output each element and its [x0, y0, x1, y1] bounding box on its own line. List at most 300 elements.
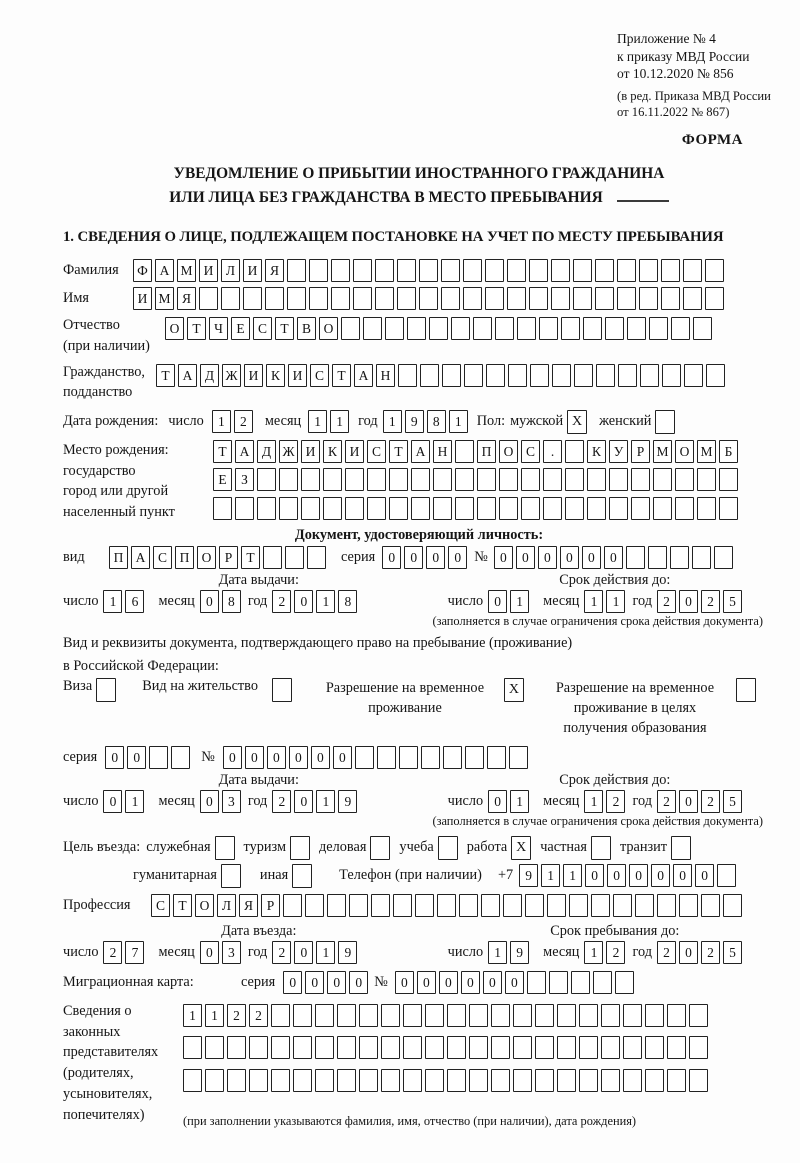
char-cell[interactable]: 0 — [483, 971, 502, 994]
char-cell[interactable]: 1 — [606, 590, 625, 613]
char-cell[interactable] — [640, 364, 659, 387]
char-cell[interactable]: 1 — [103, 590, 122, 613]
char-cell[interactable]: С — [367, 440, 386, 463]
char-cell[interactable] — [623, 1036, 642, 1059]
char-cell[interactable] — [293, 1036, 312, 1059]
char-cell[interactable] — [551, 287, 570, 310]
char-cell[interactable] — [477, 497, 496, 520]
char-cell[interactable]: И — [345, 440, 364, 463]
char-cell[interactable] — [469, 1036, 488, 1059]
char-cell[interactable] — [535, 1069, 554, 1092]
char-cell[interactable]: 9 — [519, 864, 538, 887]
char-cell[interactable]: 0 — [560, 546, 579, 569]
char-cell[interactable]: Т — [332, 364, 351, 387]
char-cell[interactable]: 1 — [316, 941, 335, 964]
residence-series-cells[interactable] — [105, 746, 193, 769]
doc-number-cells[interactable] — [494, 546, 736, 569]
char-cell[interactable]: 0 — [679, 590, 698, 613]
identity-expiry-month-cells[interactable] — [584, 590, 628, 613]
char-cell[interactable] — [613, 894, 632, 917]
char-cell[interactable] — [499, 468, 518, 491]
char-cell[interactable]: И — [301, 440, 320, 463]
visa-checkbox[interactable] — [96, 678, 116, 702]
char-cell[interactable]: Т — [156, 364, 175, 387]
char-cell[interactable] — [714, 546, 733, 569]
char-cell[interactable] — [557, 1069, 576, 1092]
char-cell[interactable] — [679, 894, 698, 917]
char-cell[interactable] — [403, 1069, 422, 1092]
char-cell[interactable]: 8 — [222, 590, 241, 613]
char-cell[interactable] — [257, 468, 276, 491]
char-cell[interactable] — [527, 971, 546, 994]
char-cell[interactable]: 1 — [563, 864, 582, 887]
char-cell[interactable]: 0 — [333, 746, 352, 769]
char-cell[interactable]: 2 — [103, 941, 122, 964]
char-cell[interactable] — [469, 1069, 488, 1092]
char-cell[interactable] — [579, 1004, 598, 1027]
char-cell[interactable] — [393, 894, 412, 917]
char-cell[interactable] — [583, 317, 602, 340]
char-cell[interactable]: А — [131, 546, 150, 569]
char-cell[interactable] — [305, 894, 324, 917]
char-cell[interactable]: 1 — [316, 790, 335, 813]
char-cell[interactable] — [719, 468, 738, 491]
char-cell[interactable]: 1 — [330, 410, 349, 433]
char-cell[interactable]: 0 — [488, 590, 507, 613]
char-cell[interactable] — [485, 287, 504, 310]
char-cell[interactable] — [463, 259, 482, 282]
char-cell[interactable] — [355, 746, 374, 769]
char-cell[interactable] — [473, 317, 492, 340]
char-cell[interactable] — [521, 497, 540, 520]
char-cell[interactable]: 6 — [125, 590, 144, 613]
char-cell[interactable]: 2 — [701, 590, 720, 613]
identity-issue-day-cells[interactable] — [103, 590, 147, 613]
temp-residence-education-checkbox[interactable] — [736, 678, 756, 702]
char-cell[interactable]: 7 — [125, 941, 144, 964]
char-cell[interactable] — [381, 1069, 400, 1092]
char-cell[interactable] — [491, 1069, 510, 1092]
char-cell[interactable]: 0 — [417, 971, 436, 994]
char-cell[interactable]: 0 — [105, 746, 124, 769]
char-cell[interactable] — [627, 317, 646, 340]
char-cell[interactable]: 2 — [272, 941, 291, 964]
char-cell[interactable] — [552, 364, 571, 387]
char-cell[interactable]: Д — [200, 364, 219, 387]
char-cell[interactable] — [469, 1004, 488, 1027]
char-cell[interactable] — [315, 1036, 334, 1059]
char-cell[interactable]: Л — [221, 259, 240, 282]
char-cell[interactable] — [437, 894, 456, 917]
char-cell[interactable] — [649, 317, 668, 340]
char-cell[interactable] — [285, 546, 304, 569]
char-cell[interactable] — [697, 468, 716, 491]
char-cell[interactable]: 1 — [584, 790, 603, 813]
char-cell[interactable] — [547, 894, 566, 917]
char-cell[interactable]: Т — [187, 317, 206, 340]
char-cell[interactable]: 0 — [426, 546, 445, 569]
identity-expiry-year-cells[interactable] — [657, 590, 745, 613]
char-cell[interactable]: 1 — [316, 590, 335, 613]
char-cell[interactable] — [530, 364, 549, 387]
char-cell[interactable]: 0 — [607, 864, 626, 887]
char-cell[interactable] — [337, 1069, 356, 1092]
char-cell[interactable]: 2 — [657, 941, 676, 964]
surname-cells[interactable] — [133, 259, 727, 282]
char-cell[interactable] — [692, 546, 711, 569]
char-cell[interactable] — [425, 1036, 444, 1059]
char-cell[interactable]: М — [155, 287, 174, 310]
char-cell[interactable] — [631, 468, 650, 491]
char-cell[interactable]: 2 — [272, 790, 291, 813]
char-cell[interactable]: 5 — [723, 590, 742, 613]
char-cell[interactable]: Е — [213, 468, 232, 491]
char-cell[interactable] — [591, 894, 610, 917]
char-cell[interactable]: 9 — [405, 410, 424, 433]
birth-day-cells[interactable] — [212, 410, 256, 433]
char-cell[interactable]: 5 — [723, 941, 742, 964]
char-cell[interactable] — [359, 1036, 378, 1059]
char-cell[interactable] — [487, 746, 506, 769]
char-cell[interactable] — [657, 894, 676, 917]
char-cell[interactable] — [615, 971, 634, 994]
char-cell[interactable] — [323, 497, 342, 520]
char-cell[interactable] — [425, 1069, 444, 1092]
residence-expiry-month-cells[interactable] — [584, 790, 628, 813]
char-cell[interactable] — [243, 287, 262, 310]
char-cell[interactable]: 0 — [538, 546, 557, 569]
char-cell[interactable]: 0 — [349, 971, 368, 994]
char-cell[interactable] — [671, 317, 690, 340]
char-cell[interactable] — [513, 1004, 532, 1027]
char-cell[interactable]: В — [297, 317, 316, 340]
char-cell[interactable] — [579, 1069, 598, 1092]
char-cell[interactable]: 1 — [183, 1004, 202, 1027]
char-cell[interactable]: 1 — [488, 941, 507, 964]
char-cell[interactable] — [683, 287, 702, 310]
name-cells[interactable] — [133, 287, 727, 310]
char-cell[interactable] — [513, 1069, 532, 1092]
char-cell[interactable] — [183, 1069, 202, 1092]
char-cell[interactable]: 0 — [305, 971, 324, 994]
char-cell[interactable] — [645, 1036, 664, 1059]
char-cell[interactable]: О — [319, 317, 338, 340]
residence-issue-year-cells[interactable] — [272, 790, 360, 813]
char-cell[interactable] — [385, 317, 404, 340]
char-cell[interactable] — [353, 259, 372, 282]
char-cell[interactable] — [667, 1004, 686, 1027]
char-cell[interactable]: 0 — [448, 546, 467, 569]
char-cell[interactable] — [345, 497, 364, 520]
char-cell[interactable]: 1 — [510, 790, 529, 813]
entry-month-cells[interactable] — [200, 941, 244, 964]
char-cell[interactable]: Ч — [209, 317, 228, 340]
char-cell[interactable]: 0 — [439, 971, 458, 994]
char-cell[interactable]: С — [151, 894, 170, 917]
char-cell[interactable] — [149, 746, 168, 769]
char-cell[interactable] — [508, 364, 527, 387]
char-cell[interactable] — [459, 894, 478, 917]
patronymic-cells[interactable] — [165, 315, 715, 340]
char-cell[interactable] — [503, 894, 522, 917]
char-cell[interactable] — [465, 746, 484, 769]
char-cell[interactable] — [455, 440, 474, 463]
char-cell[interactable] — [403, 1004, 422, 1027]
char-cell[interactable]: С — [253, 317, 272, 340]
char-cell[interactable]: И — [199, 259, 218, 282]
char-cell[interactable] — [705, 259, 724, 282]
phone-cells[interactable] — [519, 864, 739, 887]
char-cell[interactable] — [399, 746, 418, 769]
char-cell[interactable]: 0 — [395, 971, 414, 994]
char-cell[interactable] — [398, 364, 417, 387]
temp-residence-checkbox[interactable]: X — [504, 678, 524, 702]
char-cell[interactable] — [601, 1069, 620, 1092]
char-cell[interactable] — [323, 468, 342, 491]
char-cell[interactable]: 0 — [604, 546, 623, 569]
char-cell[interactable] — [662, 364, 681, 387]
purpose-tourism-checkbox[interactable] — [290, 836, 310, 860]
char-cell[interactable] — [353, 287, 372, 310]
char-cell[interactable] — [609, 497, 628, 520]
char-cell[interactable] — [617, 259, 636, 282]
char-cell[interactable]: 8 — [427, 410, 446, 433]
char-cell[interactable] — [183, 1036, 202, 1059]
char-cell[interactable]: Д — [257, 440, 276, 463]
char-cell[interactable] — [481, 894, 500, 917]
residence-expiry-day-cells[interactable] — [488, 790, 532, 813]
char-cell[interactable]: К — [587, 440, 606, 463]
char-cell[interactable] — [375, 259, 394, 282]
purpose-private-checkbox[interactable] — [591, 836, 611, 860]
char-cell[interactable] — [359, 1004, 378, 1027]
char-cell[interactable] — [442, 364, 461, 387]
purpose-official-checkbox[interactable] — [215, 836, 235, 860]
char-cell[interactable] — [705, 287, 724, 310]
char-cell[interactable] — [635, 894, 654, 917]
char-cell[interactable] — [337, 1004, 356, 1027]
char-cell[interactable] — [639, 287, 658, 310]
char-cell[interactable] — [507, 259, 526, 282]
char-cell[interactable] — [717, 864, 736, 887]
char-cell[interactable]: А — [178, 364, 197, 387]
char-cell[interactable] — [341, 317, 360, 340]
char-cell[interactable] — [419, 259, 438, 282]
char-cell[interactable] — [661, 287, 680, 310]
char-cell[interactable]: Р — [631, 440, 650, 463]
char-cell[interactable] — [507, 287, 526, 310]
char-cell[interactable] — [443, 746, 462, 769]
char-cell[interactable]: 0 — [382, 546, 401, 569]
char-cell[interactable]: И — [133, 287, 152, 310]
char-cell[interactable] — [464, 364, 483, 387]
sex-female-checkbox[interactable] — [655, 410, 675, 434]
char-cell[interactable]: 3 — [222, 941, 241, 964]
char-cell[interactable]: М — [697, 440, 716, 463]
char-cell[interactable] — [327, 894, 346, 917]
char-cell[interactable] — [684, 364, 703, 387]
char-cell[interactable] — [397, 287, 416, 310]
char-cell[interactable] — [283, 894, 302, 917]
char-cell[interactable] — [257, 497, 276, 520]
char-cell[interactable]: 0 — [103, 790, 122, 813]
char-cell[interactable] — [381, 1004, 400, 1027]
char-cell[interactable]: 0 — [311, 746, 330, 769]
char-cell[interactable]: 0 — [404, 546, 423, 569]
char-cell[interactable] — [293, 1069, 312, 1092]
mc-number-cells[interactable] — [395, 971, 637, 994]
char-cell[interactable]: 1 — [449, 410, 468, 433]
char-cell[interactable]: 2 — [657, 590, 676, 613]
char-cell[interactable] — [653, 468, 672, 491]
char-cell[interactable]: Р — [261, 894, 280, 917]
representatives-row1-cells[interactable] — [183, 1004, 711, 1027]
char-cell[interactable] — [574, 364, 593, 387]
char-cell[interactable]: 2 — [701, 941, 720, 964]
char-cell[interactable] — [309, 259, 328, 282]
char-cell[interactable] — [249, 1036, 268, 1059]
char-cell[interactable]: З — [235, 468, 254, 491]
char-cell[interactable] — [425, 1004, 444, 1027]
char-cell[interactable]: Т — [213, 440, 232, 463]
char-cell[interactable]: 1 — [584, 590, 603, 613]
char-cell[interactable] — [199, 287, 218, 310]
char-cell[interactable] — [557, 1036, 576, 1059]
char-cell[interactable]: 0 — [294, 941, 313, 964]
char-cell[interactable]: 0 — [294, 790, 313, 813]
char-cell[interactable]: 0 — [695, 864, 714, 887]
char-cell[interactable]: 2 — [606, 790, 625, 813]
char-cell[interactable] — [363, 317, 382, 340]
char-cell[interactable] — [389, 497, 408, 520]
char-cell[interactable] — [587, 468, 606, 491]
stay-day-cells[interactable] — [488, 941, 532, 964]
char-cell[interactable] — [689, 1004, 708, 1027]
char-cell[interactable] — [375, 287, 394, 310]
char-cell[interactable]: 0 — [582, 546, 601, 569]
char-cell[interactable]: 0 — [585, 864, 604, 887]
char-cell[interactable] — [596, 364, 615, 387]
char-cell[interactable]: 0 — [289, 746, 308, 769]
char-cell[interactable] — [287, 287, 306, 310]
char-cell[interactable] — [205, 1036, 224, 1059]
char-cell[interactable]: П — [477, 440, 496, 463]
char-cell[interactable] — [631, 497, 650, 520]
representatives-row2-cells[interactable] — [183, 1036, 711, 1059]
char-cell[interactable]: 0 — [283, 971, 302, 994]
char-cell[interactable]: 1 — [541, 864, 560, 887]
char-cell[interactable] — [307, 546, 326, 569]
purpose-other-checkbox[interactable] — [292, 864, 312, 888]
char-cell[interactable] — [271, 1004, 290, 1027]
char-cell[interactable] — [573, 287, 592, 310]
char-cell[interactable]: 1 — [308, 410, 327, 433]
char-cell[interactable] — [441, 259, 460, 282]
char-cell[interactable] — [301, 468, 320, 491]
char-cell[interactable] — [485, 259, 504, 282]
char-cell[interactable]: 1 — [212, 410, 231, 433]
char-cell[interactable]: И — [243, 259, 262, 282]
char-cell[interactable] — [315, 1004, 334, 1027]
char-cell[interactable]: 1 — [125, 790, 144, 813]
char-cell[interactable]: А — [155, 259, 174, 282]
char-cell[interactable]: О — [165, 317, 184, 340]
char-cell[interactable] — [419, 287, 438, 310]
char-cell[interactable]: О — [197, 546, 216, 569]
birth-place-row3-cells[interactable] — [213, 497, 741, 520]
char-cell[interactable] — [429, 317, 448, 340]
char-cell[interactable]: 2 — [657, 790, 676, 813]
char-cell[interactable]: Н — [376, 364, 395, 387]
char-cell[interactable] — [513, 1036, 532, 1059]
char-cell[interactable]: О — [195, 894, 214, 917]
char-cell[interactable] — [447, 1069, 466, 1092]
char-cell[interactable]: А — [354, 364, 373, 387]
char-cell[interactable]: Т — [275, 317, 294, 340]
char-cell[interactable]: 2 — [272, 590, 291, 613]
residence-permit-checkbox[interactable] — [272, 678, 292, 702]
char-cell[interactable]: У — [609, 440, 628, 463]
stay-month-cells[interactable] — [584, 941, 628, 964]
char-cell[interactable] — [693, 317, 712, 340]
char-cell[interactable]: 0 — [488, 790, 507, 813]
char-cell[interactable] — [331, 287, 350, 310]
char-cell[interactable] — [517, 317, 536, 340]
char-cell[interactable] — [605, 317, 624, 340]
char-cell[interactable]: 1 — [383, 410, 402, 433]
char-cell[interactable] — [279, 468, 298, 491]
char-cell[interactable] — [689, 1036, 708, 1059]
char-cell[interactable] — [389, 468, 408, 491]
char-cell[interactable] — [579, 1036, 598, 1059]
char-cell[interactable]: 0 — [327, 971, 346, 994]
char-cell[interactable] — [667, 1069, 686, 1092]
char-cell[interactable] — [539, 317, 558, 340]
char-cell[interactable] — [447, 1036, 466, 1059]
char-cell[interactable]: Б — [719, 440, 738, 463]
char-cell[interactable]: С — [310, 364, 329, 387]
char-cell[interactable] — [719, 497, 738, 520]
char-cell[interactable]: Ф — [133, 259, 152, 282]
char-cell[interactable] — [645, 1004, 664, 1027]
char-cell[interactable] — [213, 497, 232, 520]
char-cell[interactable]: 0 — [294, 590, 313, 613]
char-cell[interactable]: О — [675, 440, 694, 463]
char-cell[interactable] — [279, 497, 298, 520]
char-cell[interactable] — [593, 971, 612, 994]
char-cell[interactable] — [701, 894, 720, 917]
char-cell[interactable] — [667, 1036, 686, 1059]
char-cell[interactable]: 0 — [679, 941, 698, 964]
char-cell[interactable]: Е — [231, 317, 250, 340]
char-cell[interactable] — [645, 1069, 664, 1092]
char-cell[interactable] — [293, 1004, 312, 1027]
char-cell[interactable]: Ж — [222, 364, 241, 387]
purpose-work-checkbox[interactable]: X — [511, 836, 531, 860]
char-cell[interactable]: 0 — [200, 941, 219, 964]
char-cell[interactable] — [499, 497, 518, 520]
purpose-study-checkbox[interactable] — [438, 836, 458, 860]
char-cell[interactable] — [287, 259, 306, 282]
profession-cells[interactable] — [151, 894, 745, 917]
char-cell[interactable]: 0 — [200, 590, 219, 613]
birth-place-row1-cells[interactable] — [213, 440, 741, 463]
char-cell[interactable] — [549, 971, 568, 994]
char-cell[interactable]: К — [323, 440, 342, 463]
char-cell[interactable] — [675, 468, 694, 491]
mc-series-cells[interactable] — [283, 971, 371, 994]
char-cell[interactable] — [565, 468, 584, 491]
